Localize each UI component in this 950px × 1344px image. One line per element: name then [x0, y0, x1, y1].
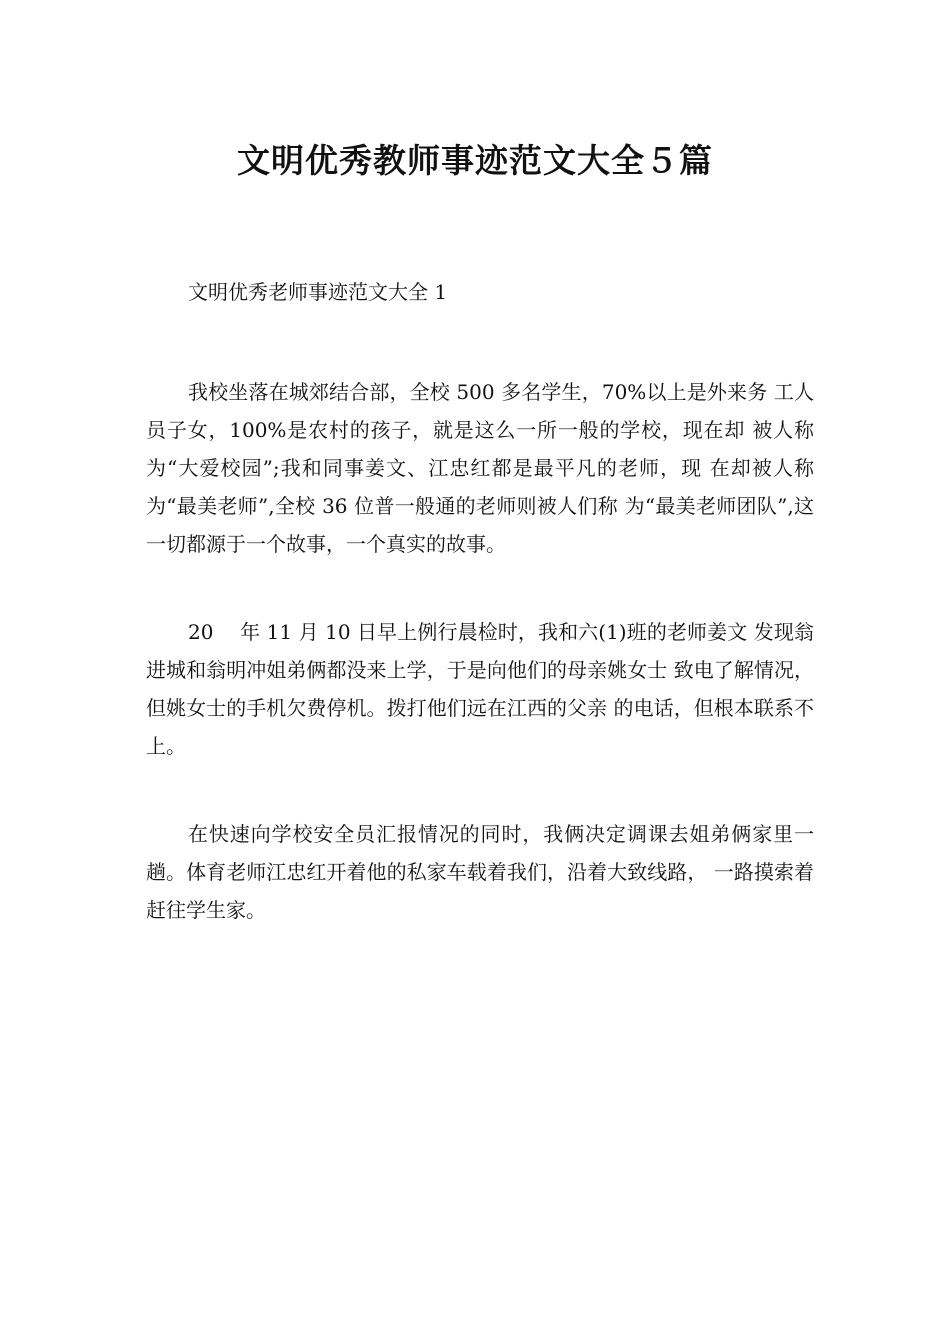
document-title: 文明优秀教师事迹范文大全５篇: [237, 141, 713, 180]
document-body: [146, 266, 814, 979]
paragraph-3: 在快速向学校安全员汇报情况的同时，我俩决定调课去姐弟俩家里一趟。体育老师江忠红开着他的私家车载着我们，沿着大致线路， 一路摸索着赶往学生家。: [146, 822, 814, 922]
paragraph-2: 20 年 11 月 10 日早上例行晨检时，我和六(1)班的老师姜文 发现翁进城和翁明冲姐弟俩都没来上学，于是向他们的母亲姚女士 致电了解情况，但姚女士的手机欠费停机。拨打他们远在江西的父亲 的电话，但根本联系不上。: [146, 620, 814, 758]
paragraph-1: 我校坐落在城郊结合部，全校 500 多名学生，70%以上是外来务 工人员子女，100%是农村的孩子，就是这么一所一般的学校，现在却 被人称为“大爱校园”;我和同事姜文、江忠红都是最平凡的老师，现 在却被人称为“最美老师”,全校 36 位普一般通的老师则被人们称 为“最美老师团队”,这一切都源于一个故事，一个真实的故事。: [146, 380, 814, 556]
section-heading: 文明优秀老师事迹范文大全 1: [188, 280, 448, 304]
